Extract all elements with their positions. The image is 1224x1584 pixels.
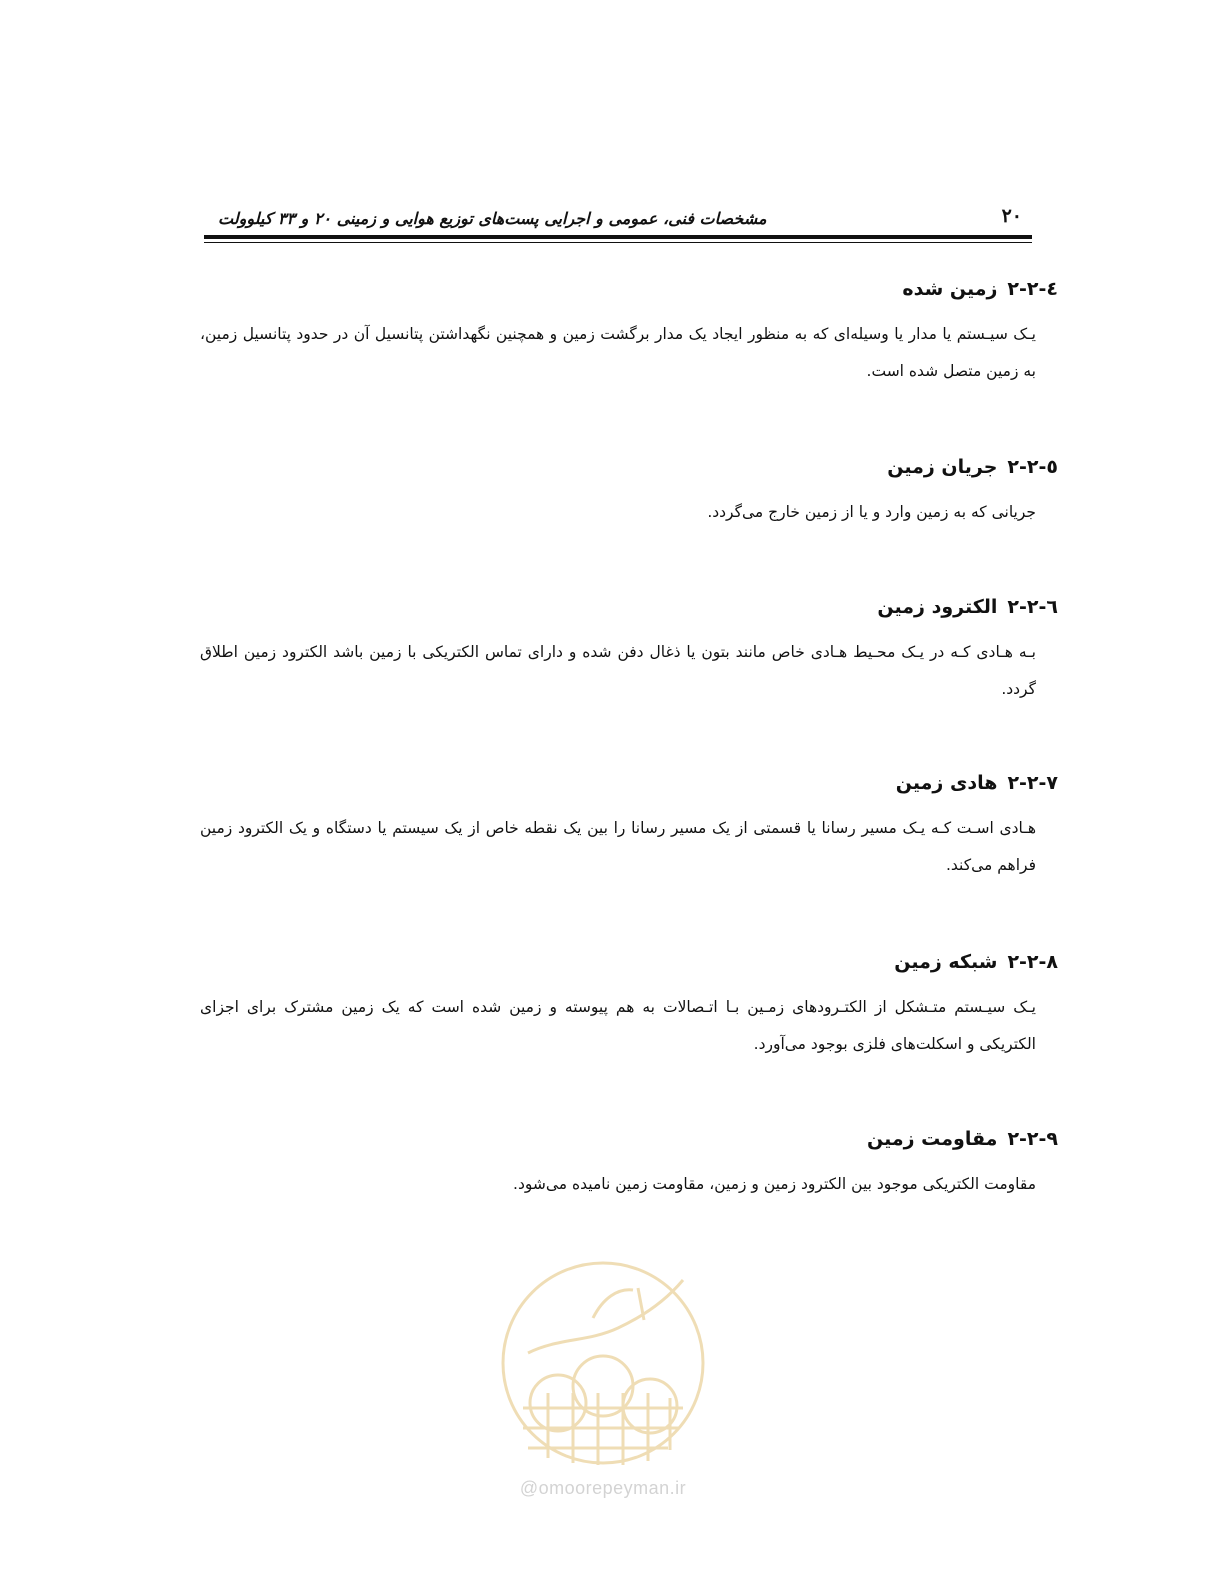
section-heading <box>200 771 1058 795</box>
section-ground-resistance <box>200 1127 1058 1203</box>
section-ground-electrode <box>200 595 1058 708</box>
page-header <box>204 203 1032 243</box>
section-number: ۲-۲-٦ <box>1007 596 1058 618</box>
section-title: هادی زمین <box>895 772 998 794</box>
section-ground-current <box>200 455 1058 531</box>
section-ground-grid <box>200 950 1058 1063</box>
section-body: یـک سیـستم یا مدار یا وسیله‌ای که به منظور ایجاد یک مدار برگشت زمین و همچنین نگهداشتن پتانسیل آن در حدود پتانسیل زمین، به زمین متصل شده است. <box>200 325 1036 380</box>
section-heading <box>200 277 1058 301</box>
section-body: یـک سیـستم متـشکل از الکتـرودهای زمـین بـا اتـصالات به هم پیوسته و زمین شده است که یک زمین مشترک برای اجزای الکتریکی و اسکلت‌های فلزی بوجود می‌آورد. <box>200 998 1036 1053</box>
page-number: ۲۰ <box>1001 205 1022 227</box>
section-title: مقاومت زمین <box>867 1128 998 1150</box>
section-number: ۲-۲-۹ <box>1007 1128 1058 1150</box>
section-title: زمین شده <box>902 278 998 300</box>
section-title: شبکه زمین <box>894 951 998 973</box>
header-rule-thin <box>204 242 1032 243</box>
section-grounded <box>200 277 1058 390</box>
section-body: هـادی اسـت کـه یـک مسیر رسانا یا قسمتی از یک مسیر رسانا را بین یک نقطه خاص از یک سیستم یا دستگاه و یک الکترود زمین فراهم می‌کند. <box>200 819 1036 874</box>
section-title: جریان زمین <box>887 456 998 478</box>
section-number: ۲-۲-٥ <box>1007 456 1058 478</box>
section-heading <box>200 1127 1058 1151</box>
section-heading <box>200 595 1058 619</box>
watermark-url: @omoorepeyman.ir <box>519 1478 687 1498</box>
section-ground-conductor <box>200 771 1058 884</box>
section-title: الکترود زمین <box>877 596 998 618</box>
section-heading <box>200 455 1058 479</box>
section-number: ۲-۲-۷ <box>1007 772 1058 794</box>
header-rule <box>204 235 1032 239</box>
section-body: بـه هـادی کـه در یـک محـیط هـادی خاص مانند بتون یا ذغال دفن شده و دارای تماس الکتریکی با زمین باشد الکترود زمین اطلاق گردد. <box>200 643 1036 698</box>
section-number: ۲-۲-۸ <box>1007 951 1058 973</box>
section-body: مقاومت الکتریکی موجود بین الکترود زمین و زمین، مقاومت زمین نامیده می‌شود. <box>513 1175 1036 1193</box>
section-heading <box>200 950 1058 974</box>
watermark-logo <box>498 1258 708 1468</box>
watermark <box>498 1258 708 1508</box>
running-header-title: مشخصات فنی، عمومی و اجرایی پست‌های توزیع هوایی و زمینی ۲۰ و ۳۳ کیلوولت <box>218 209 767 228</box>
section-body: جریانی که به زمین وارد و یا از زمین خارج می‌گردد. <box>707 503 1036 521</box>
section-number: ۲-۲-٤ <box>1007 278 1058 300</box>
